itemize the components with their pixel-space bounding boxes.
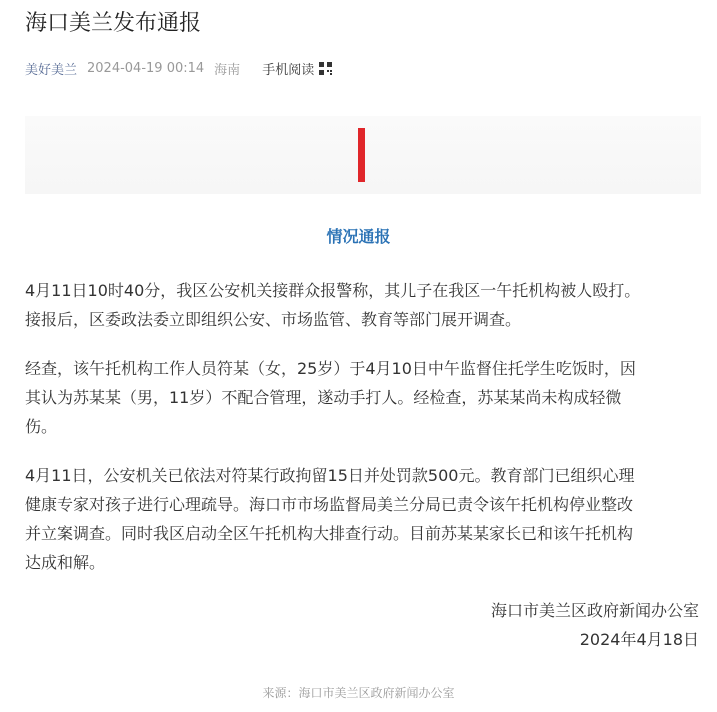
paragraph-2	[25, 354, 705, 441]
signature-org: 海口市美兰区政府新闻办公室	[490, 601, 699, 620]
paragraph-3	[25, 461, 705, 577]
publish-region: 海南	[214, 62, 241, 78]
paragraph-line: 4月11日，公安机关已依法对符某行政拘留15日并处罚款500元。教育部门已组织心理	[25, 466, 635, 485]
paragraph-line: 伤。	[25, 417, 58, 436]
paragraph-line: 接报后，区委政法委立即组织公安、市场监管、教育等部门展开调查。	[25, 310, 522, 329]
author-link[interactable]: 美好美兰	[25, 62, 78, 78]
qr-code-icon[interactable]	[319, 62, 332, 75]
article-meta	[25, 57, 332, 79]
paragraph-1	[25, 276, 705, 334]
mobile-read-link[interactable]: 手机阅读	[262, 62, 315, 78]
publish-time: 2024-04-19 00:14	[87, 60, 205, 76]
paragraph-line: 经查，该午托机构工作人员符某（女，25岁）于4月10日中午监督住托学生吃饭时，因	[25, 359, 636, 378]
signature-date: 2024年4月18日	[579, 630, 699, 649]
banner-red-bar	[358, 128, 365, 182]
paragraph-line: 其认为苏某某（男，11岁）不配合管理，遂动手打人。经检查，苏某某尚未构成轻微	[25, 388, 622, 407]
section-heading: 情况通报	[326, 227, 391, 246]
paragraph-line: 达成和解。	[25, 553, 106, 572]
paragraph-line: 健康专家对孩子进行心理疏导。海口市市场监督局美兰分局已责令该午托机构停业整改	[25, 495, 634, 514]
paragraph-line: 并立案调查。同时我区启动全区午托机构大排查行动。目前苏某某家长已和该午托机构	[25, 524, 634, 543]
source-credit: 来源：海口市美兰区政府新闻办公室	[262, 686, 455, 700]
paragraph-line: 4月11日10时40分，我区公安机关接群众报警称，其儿子在我区一午托机构被人殴打。	[25, 281, 641, 300]
header-banner-image	[25, 116, 701, 194]
article-title: 海口美兰发布通报	[25, 11, 202, 36]
